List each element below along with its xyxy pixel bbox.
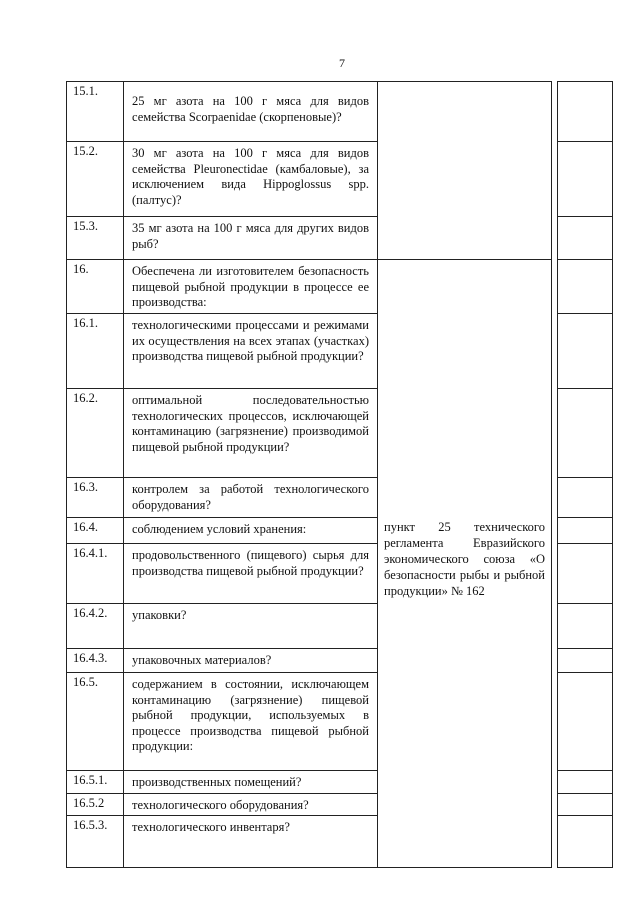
item-question: производственных помещений? [124, 771, 378, 794]
regulation-reference: пункт 25 технического регламента Евразийского экономического союза «О безопасности рыбы и рыбной продукции» № 162 [384, 519, 545, 598]
item-number: 16.4.2. [67, 604, 124, 649]
checklist-table [66, 81, 613, 868]
reference-cell-15 [378, 82, 552, 260]
item-number: 16.4.1. [67, 544, 124, 604]
item-number: 15.3. [67, 217, 124, 260]
answer-cell[interactable] [558, 771, 613, 794]
answer-cell[interactable] [558, 649, 613, 673]
answer-cell[interactable] [558, 544, 613, 604]
item-question: 25 мг азота на 100 г мяса для видов семейства Scorpaenidae (скорпеновые)? [124, 82, 378, 142]
item-number: 16.4.3. [67, 649, 124, 673]
page-number: 7 [339, 56, 345, 70]
item-question: 30 мг азота на 100 г мяса для видов семейства Pleuronectidae (камбаловые), за исключением вида Hippoglossus spp. (палтус)? [124, 142, 378, 217]
answer-cell[interactable] [558, 518, 613, 544]
answer-cell[interactable] [558, 217, 613, 260]
item-question: упаковки? [124, 604, 378, 649]
item-number: 16.4. [67, 518, 124, 544]
item-number: 15.1. [67, 82, 124, 142]
answer-cell[interactable] [558, 673, 613, 771]
item-question: упаковочных материалов? [124, 649, 378, 673]
table-row [67, 260, 613, 314]
item-question: технологического оборудования? [124, 793, 378, 816]
answer-cell[interactable] [558, 314, 613, 389]
item-number: 16.5.3. [67, 816, 124, 868]
answer-cell[interactable] [558, 793, 613, 816]
answer-cell[interactable] [558, 82, 613, 142]
table-row [67, 82, 613, 142]
item-number: 16.2. [67, 389, 124, 478]
reference-cell-16 [378, 260, 552, 868]
item-number: 16.5.1. [67, 771, 124, 794]
answer-cell[interactable] [558, 816, 613, 868]
item-question: технологическими процессами и режимами их осуществления на всех этапах (участках) производства пищевой рыбной продукции? [124, 314, 378, 389]
item-question: 35 мг азота на 100 г мяса для других видов рыб? [124, 217, 378, 260]
item-number: 16.3. [67, 478, 124, 518]
answer-cell[interactable] [558, 142, 613, 217]
item-question: технологического инвентаря? [124, 816, 378, 868]
item-number: 16.5. [67, 673, 124, 771]
item-number: 16.1. [67, 314, 124, 389]
answer-cell[interactable] [558, 604, 613, 649]
item-question: продовольственного (пищевого) сырья для производства пищевой рыбной продукции? [124, 544, 378, 604]
answer-cell[interactable] [558, 260, 613, 314]
answer-cell[interactable] [558, 389, 613, 478]
item-question: содержанием в состоянии, исключающем контаминацию (загрязнение) пищевой рыбной продукции, используемых в процессе производства пищевой рыбной продукции: [124, 673, 378, 771]
item-question: Обеспечена ли изготовителем безопасность пищевой рыбной продукции в процессе ее производства: [124, 260, 378, 314]
item-number: 16. [67, 260, 124, 314]
answer-cell[interactable] [558, 478, 613, 518]
item-number: 15.2. [67, 142, 124, 217]
item-question: контролем за работой технологического оборудования? [124, 478, 378, 518]
item-number: 16.5.2 [67, 793, 124, 816]
item-question: оптимальной последовательностью технологических процессов, исключающей контаминацию (загрязнение) производимой пищевой рыбной продукции? [124, 389, 378, 478]
item-question: соблюдением условий хранения: [124, 518, 378, 544]
